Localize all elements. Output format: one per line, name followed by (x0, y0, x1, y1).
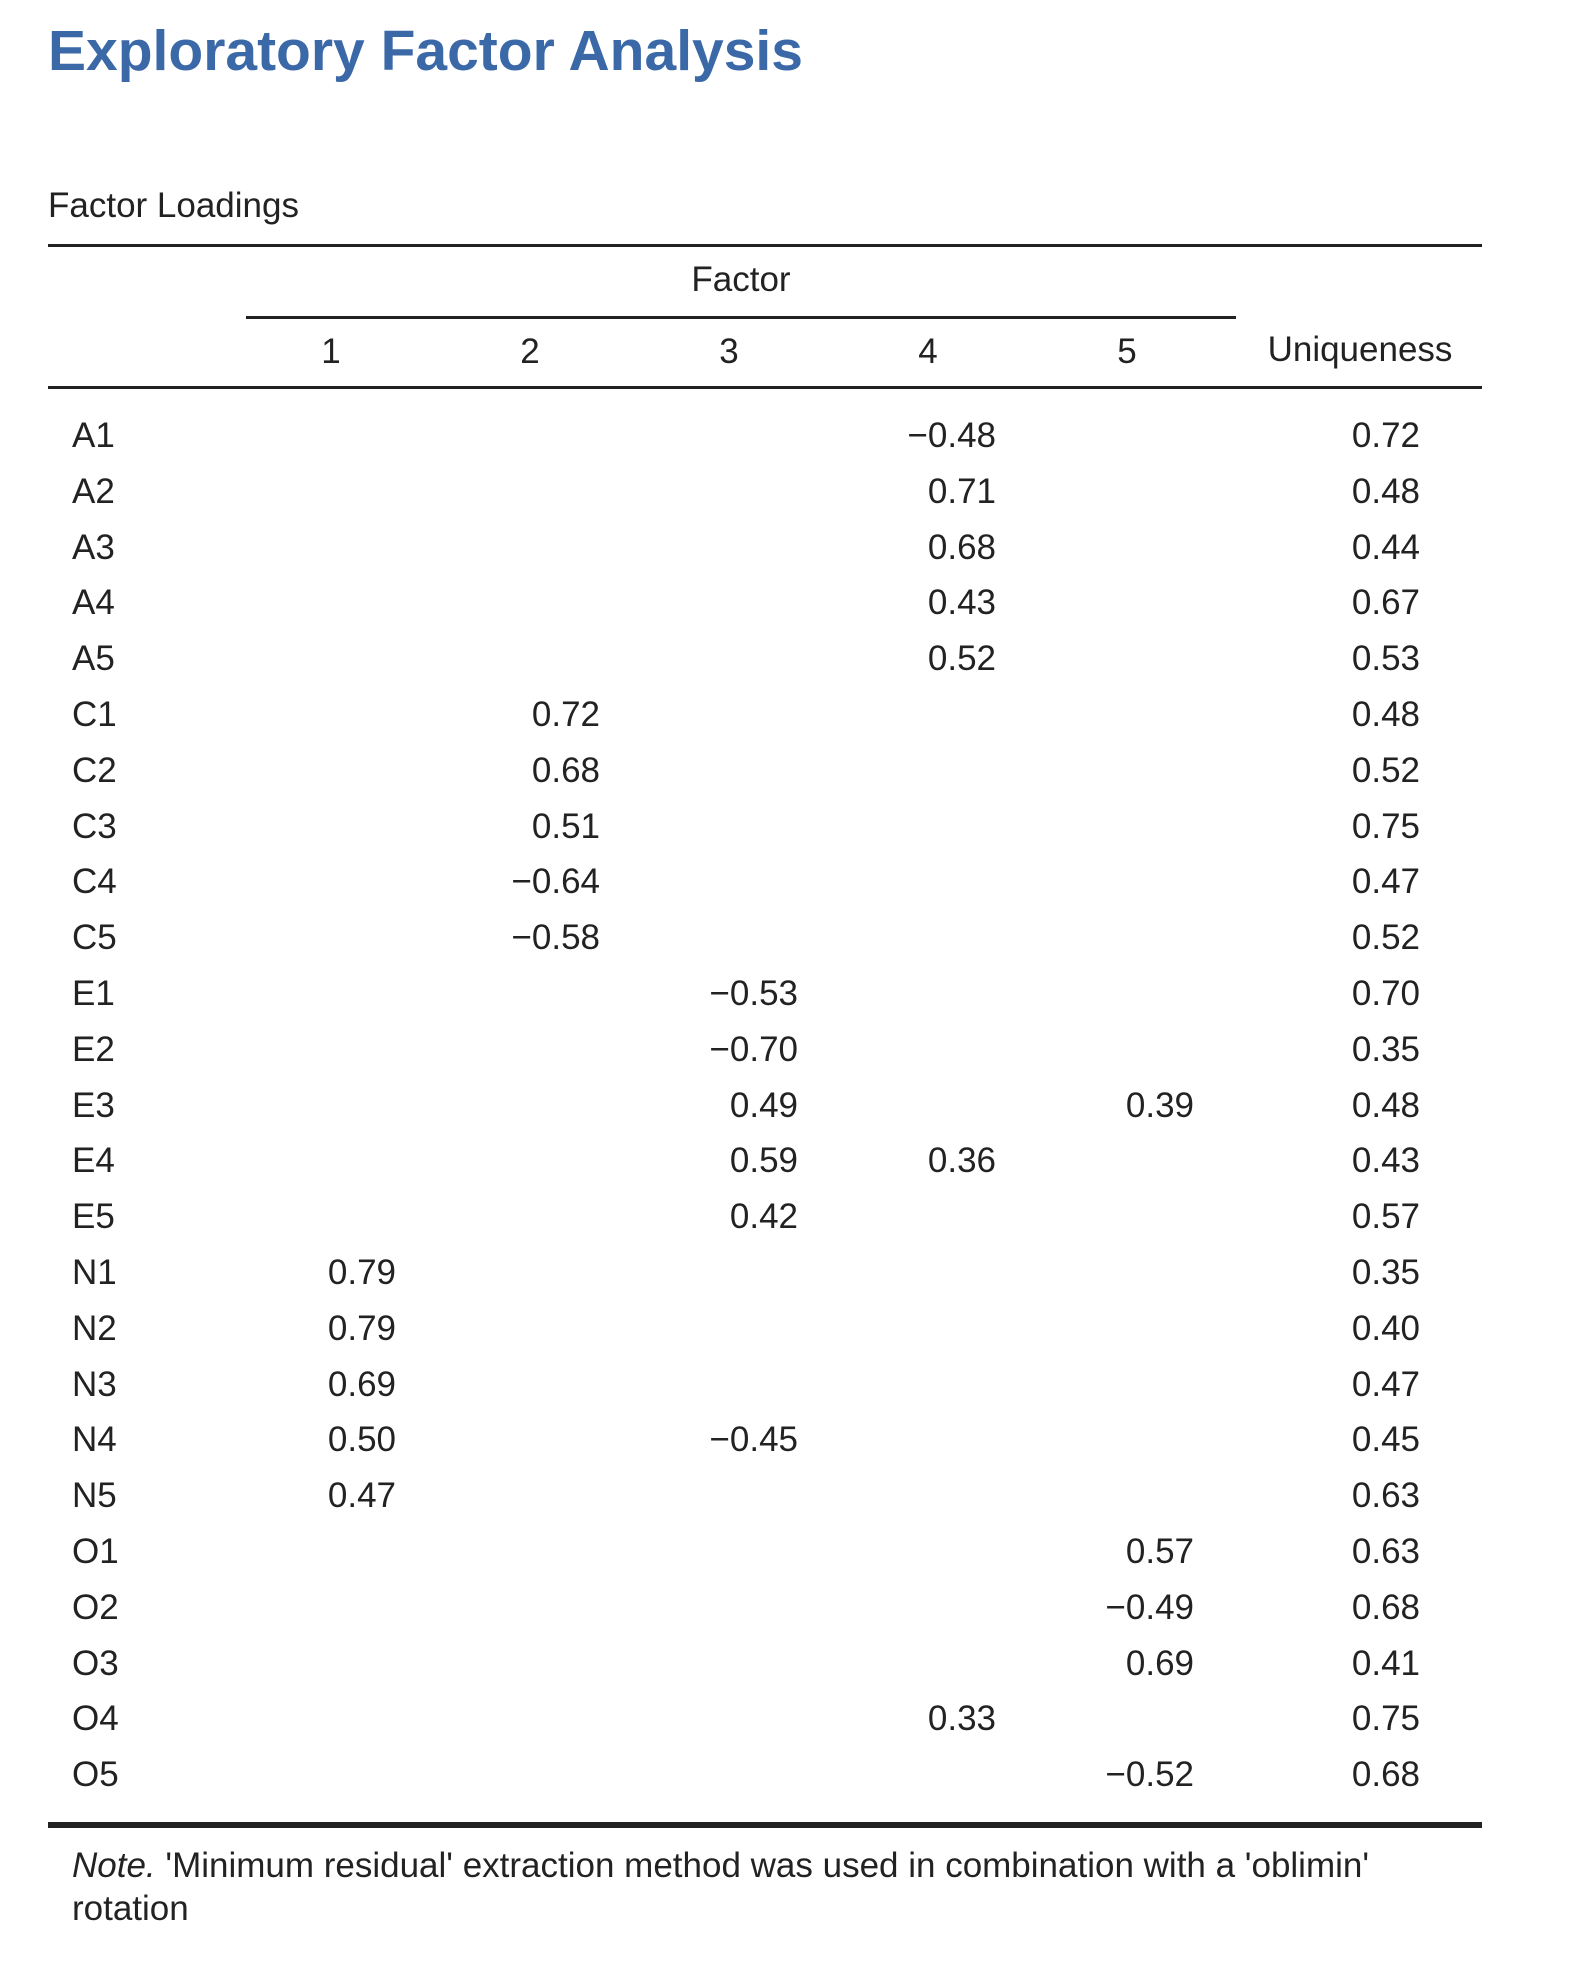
table-row (0, 1755, 1581, 1811)
factor-group-header: Factor (691, 260, 791, 299)
row-label: O5 (72, 1755, 119, 1795)
row-label: A2 (72, 471, 115, 511)
table-row (0, 528, 1581, 584)
row-label: C4 (72, 862, 117, 902)
cell-factor-5: 0.69 (1125, 1643, 1194, 1683)
table-row (0, 639, 1581, 695)
table-row (0, 1309, 1581, 1365)
table-row (0, 1644, 1581, 1700)
row-label: A3 (72, 527, 115, 567)
row-label: N4 (72, 1420, 117, 1460)
table-row (0, 1532, 1581, 1588)
cell-uniqueness: 0.35 (1351, 1252, 1420, 1292)
cell-factor-3: 0.42 (729, 1197, 798, 1237)
row-label: E2 (72, 1029, 115, 1069)
row-label: E4 (72, 1141, 115, 1181)
cell-uniqueness: 0.53 (1351, 639, 1420, 679)
factor-group-rule (246, 316, 1236, 319)
cell-uniqueness: 0.48 (1351, 1085, 1420, 1125)
row-label: N1 (72, 1252, 117, 1292)
cell-factor-1: 0.79 (327, 1252, 396, 1292)
column-header-uniqueness: Uniqueness (1267, 330, 1453, 369)
table-row (0, 472, 1581, 528)
row-label: C2 (72, 750, 117, 790)
table-row (0, 862, 1581, 918)
cell-factor-5: −0.49 (1105, 1587, 1194, 1627)
cell-factor-2: 0.68 (531, 750, 600, 790)
cell-uniqueness: 0.48 (1351, 694, 1420, 734)
cell-factor-5: −0.52 (1105, 1755, 1194, 1795)
table-row (0, 1588, 1581, 1644)
cell-factor-4: 0.43 (927, 583, 996, 623)
row-label: A5 (72, 639, 115, 679)
cell-factor-1: 0.47 (327, 1476, 396, 1516)
cell-uniqueness: 0.70 (1351, 973, 1420, 1013)
cell-factor-1: 0.69 (327, 1364, 396, 1404)
table-top-rule (48, 244, 1482, 247)
row-label: N3 (72, 1364, 117, 1404)
row-label: E1 (72, 973, 115, 1013)
row-label: O2 (72, 1587, 119, 1627)
cell-uniqueness: 0.35 (1351, 1029, 1420, 1069)
cell-factor-4: 0.52 (927, 639, 996, 679)
cell-uniqueness: 0.45 (1351, 1420, 1420, 1460)
table-row (0, 1030, 1581, 1086)
cell-uniqueness: 0.47 (1351, 862, 1420, 902)
cell-factor-4: 0.71 (927, 471, 996, 511)
table-row (0, 1141, 1581, 1197)
cell-factor-3: −0.70 (709, 1029, 798, 1069)
cell-uniqueness: 0.75 (1351, 806, 1420, 846)
table-body (0, 416, 1581, 1811)
table-row (0, 751, 1581, 807)
table-row (0, 416, 1581, 472)
table-row (0, 583, 1581, 639)
cell-factor-2: 0.51 (531, 806, 600, 846)
table-row (0, 1476, 1581, 1532)
table-row (0, 1197, 1581, 1253)
cell-uniqueness: 0.43 (1351, 1141, 1420, 1181)
cell-factor-4: 0.33 (927, 1699, 996, 1739)
cell-uniqueness: 0.44 (1351, 527, 1420, 567)
cell-uniqueness: 0.52 (1351, 750, 1420, 790)
page-title: Exploratory Factor Analysis (48, 19, 803, 83)
column-header-factor-2: 2 (520, 332, 540, 371)
row-label: A1 (72, 416, 115, 455)
cell-uniqueness: 0.75 (1351, 1699, 1420, 1739)
cell-factor-3: −0.45 (709, 1420, 798, 1460)
cell-factor-3: 0.59 (729, 1141, 798, 1181)
row-label: N5 (72, 1476, 117, 1516)
cell-factor-2: −0.58 (511, 918, 600, 958)
cell-factor-4: −0.48 (907, 416, 996, 455)
table-row (0, 1699, 1581, 1755)
cell-factor-3: 0.49 (729, 1085, 798, 1125)
cell-uniqueness: 0.48 (1351, 471, 1420, 511)
row-label: C5 (72, 918, 117, 958)
row-label: O1 (72, 1531, 119, 1571)
table-row (0, 807, 1581, 863)
cell-uniqueness: 0.63 (1351, 1476, 1420, 1516)
cell-uniqueness: 0.67 (1351, 583, 1420, 623)
table-caption: Factor Loadings (48, 186, 299, 225)
row-label: N2 (72, 1308, 117, 1348)
cell-factor-1: 0.50 (327, 1420, 396, 1460)
cell-uniqueness: 0.63 (1351, 1531, 1420, 1571)
column-header-factor-4: 4 (918, 332, 938, 371)
cell-uniqueness: 0.40 (1351, 1308, 1420, 1348)
note-label: Note. (72, 1846, 156, 1885)
table-bottom-rule (48, 1822, 1482, 1828)
table-header-rule (48, 386, 1482, 389)
row-label: O4 (72, 1699, 119, 1739)
cell-uniqueness: 0.72 (1351, 416, 1420, 455)
table-row (0, 1253, 1581, 1309)
cell-uniqueness: 0.68 (1351, 1587, 1420, 1627)
cell-uniqueness: 0.68 (1351, 1755, 1420, 1795)
table-row (0, 1086, 1581, 1142)
column-header-factor-3: 3 (719, 332, 739, 371)
column-header-factor-5: 5 (1117, 332, 1137, 371)
table-note (72, 1844, 1482, 1930)
row-label: O3 (72, 1643, 119, 1683)
column-header-factor-1: 1 (321, 332, 341, 371)
cell-factor-4: 0.36 (927, 1141, 996, 1181)
cell-uniqueness: 0.47 (1351, 1364, 1420, 1404)
cell-factor-3: −0.53 (709, 973, 798, 1013)
cell-uniqueness: 0.52 (1351, 918, 1420, 958)
row-label: C3 (72, 806, 117, 846)
cell-factor-4: 0.68 (927, 527, 996, 567)
cell-uniqueness: 0.41 (1351, 1643, 1420, 1683)
cell-factor-1: 0.79 (327, 1308, 396, 1348)
cell-uniqueness: 0.57 (1351, 1197, 1420, 1237)
table-row (0, 918, 1581, 974)
cell-factor-5: 0.39 (1125, 1085, 1194, 1125)
cell-factor-2: −0.64 (511, 862, 600, 902)
note-text: 'Minimum residual' extraction method was used in combination with a 'oblimin' rotation (72, 1846, 1370, 1928)
table-row (0, 695, 1581, 751)
row-label: E5 (72, 1197, 115, 1237)
table-row (0, 974, 1581, 1030)
row-label: E3 (72, 1085, 115, 1125)
cell-factor-2: 0.72 (531, 694, 600, 734)
row-label: C1 (72, 694, 117, 734)
table-row (0, 1365, 1581, 1421)
cell-factor-5: 0.57 (1125, 1531, 1194, 1571)
table-row (0, 1420, 1581, 1476)
row-label: A4 (72, 583, 115, 623)
